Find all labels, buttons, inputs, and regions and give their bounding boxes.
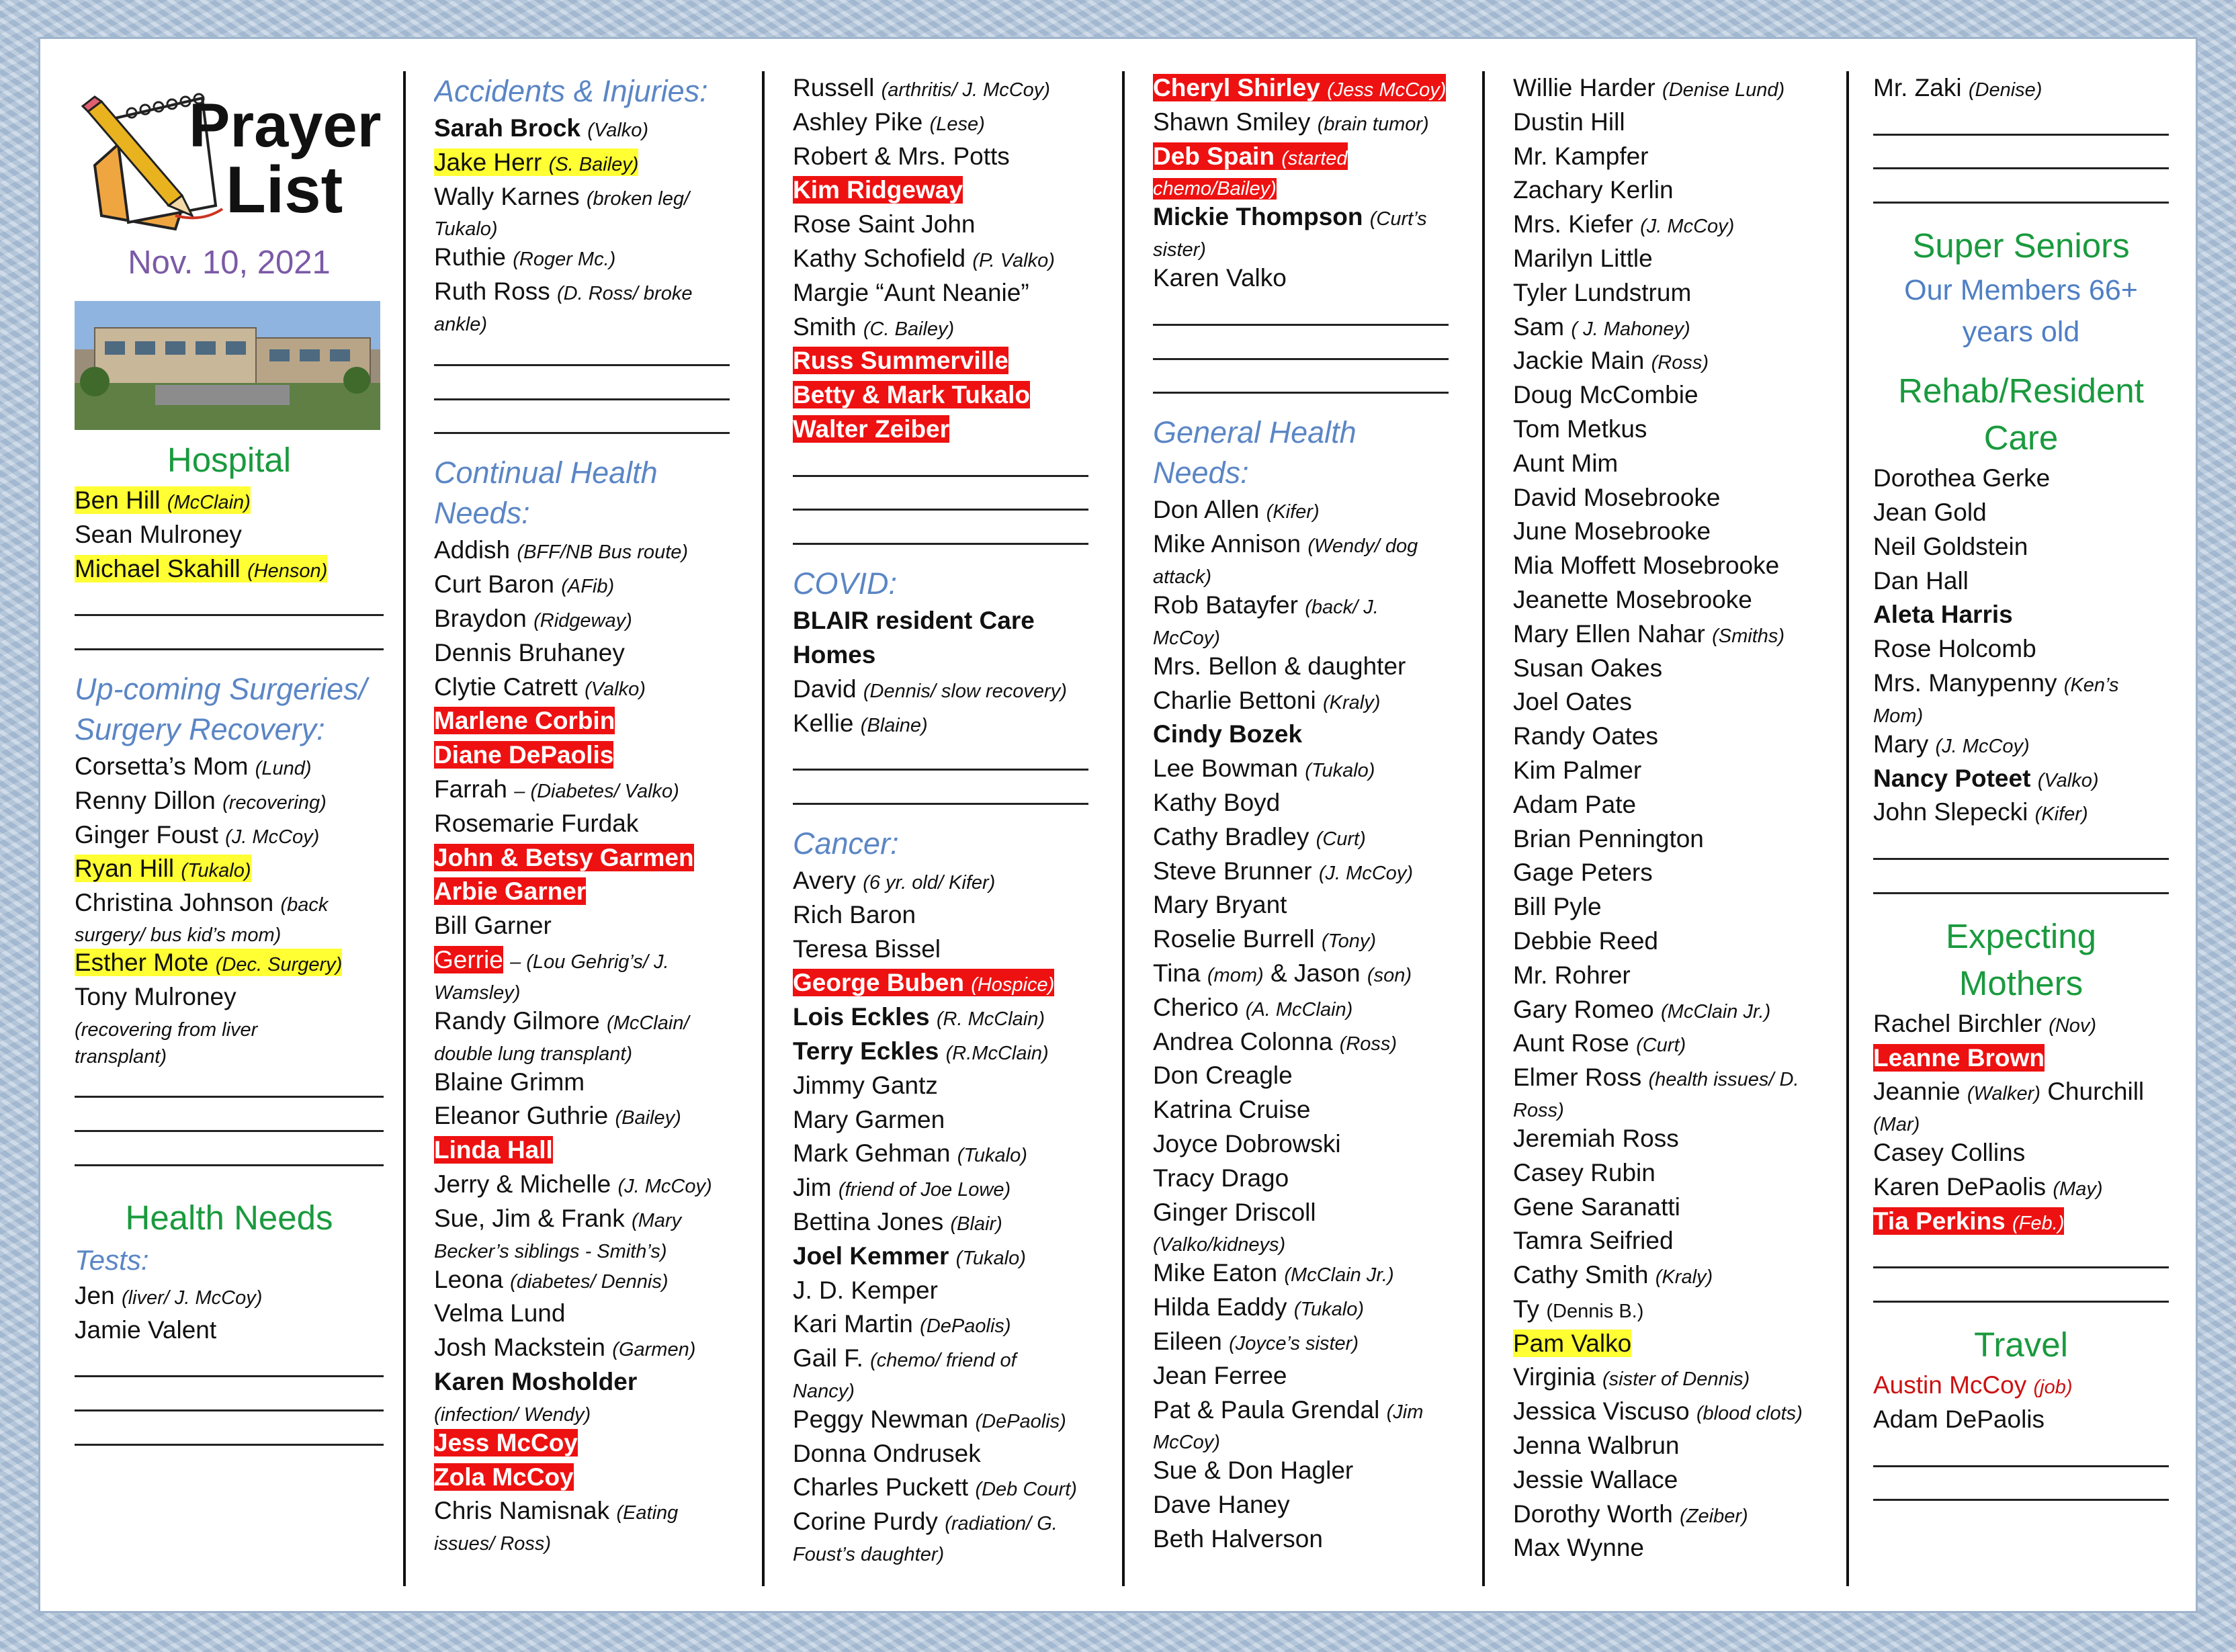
list-item: Joel Oates: [1513, 688, 1632, 716]
list-item: Rose Holcomb: [1873, 635, 2036, 663]
list-item: Sean Mulroney: [75, 520, 242, 548]
logo-word-list: List: [226, 153, 343, 226]
list-item: Mrs. Bellon & daughter: [1153, 652, 1406, 680]
list-item: Margie “Aunt Neanie”: [793, 278, 1029, 306]
list-item: Shawn Smiley (brain tumor): [1153, 107, 1429, 136]
list-item: Arbie Garner: [434, 877, 587, 906]
list-item: Michael Skahill (Henson): [75, 554, 328, 582]
list-item: George Buben (Hospice): [793, 969, 1055, 997]
list-item: Teresa Bissel: [793, 934, 941, 963]
list-item: Mary Garmen: [793, 1105, 945, 1133]
list-item: Ginger Driscoll: [1153, 1198, 1316, 1226]
list-item-note: Wamsley): [434, 982, 521, 1004]
list-item: Don Allen (Kifer): [1153, 496, 1320, 524]
column-1: [75, 71, 384, 1586]
blank-line: [434, 336, 730, 370]
blank-line: [1873, 830, 2169, 864]
blank-line: [1153, 296, 1449, 330]
list-item: John Slepecki (Kifer): [1873, 798, 2088, 826]
list-item: Aleta Harris: [1873, 601, 2013, 629]
list-item: Beth Halverson: [1153, 1524, 1323, 1553]
accidents-heading: Accidents & Injuries:: [434, 74, 708, 108]
list-item: Marilyn Little: [1513, 244, 1653, 272]
list-item: Mary Ellen Nahar (Smiths): [1513, 619, 1785, 648]
list-item: Cindy Bozek: [1153, 720, 1303, 748]
list-item: Debbie Reed: [1513, 926, 1658, 955]
list-item: Jamie Valent: [75, 1315, 217, 1344]
list-item: Terry Eckles (R.McClain): [793, 1037, 1049, 1065]
blank-line: [434, 370, 730, 404]
column-divider: [1122, 71, 1125, 1586]
list-item: Chris Namisnak (Eating: [434, 1497, 679, 1525]
list-item: Casey Rubin: [1513, 1158, 1656, 1186]
list-item: Randy Oates: [1513, 722, 1658, 750]
general-health-heading: General Health Needs:: [1153, 415, 1357, 490]
blank-line: [1873, 1239, 2169, 1273]
list-item: Charles Puckett (Deb Court): [793, 1473, 1077, 1502]
blank-line: [1873, 864, 2169, 898]
column-divider: [403, 71, 406, 1586]
list-item: Cheryl Shirley (Jess McCoy): [1153, 74, 1447, 101]
list-item-note: chemo/Bailey): [1153, 178, 1277, 200]
list-item: Jerry & Michelle (J. McCoy): [434, 1170, 712, 1198]
health-needs-heading: Health Needs: [125, 1198, 333, 1237]
list-item: Sue, Jim & Frank (Mary: [434, 1204, 682, 1232]
list-item: June Mosebrooke: [1513, 517, 1711, 546]
list-item: Deb Spain (started: [1153, 142, 1348, 170]
list-item: Addish (BFF/NB Bus route): [434, 536, 689, 564]
list-item: Avery (6 yr. old/ Kifer): [793, 866, 996, 894]
list-item: Aunt Mim: [1513, 449, 1619, 477]
surgeries-heading: Up-coming Surgeries/ Surgery Recovery:: [75, 671, 368, 746]
list-item: Steve Brunner (J. McCoy): [1153, 857, 1413, 885]
blank-line: [75, 1348, 384, 1382]
list-item: Zachary Kerlin: [1513, 176, 1674, 204]
blank-line: [75, 1416, 384, 1450]
blank-line: [1873, 1471, 2169, 1506]
list-item-note: surgery/ bus kid’s mom): [75, 924, 282, 946]
prayer-list-sheet: [40, 39, 2196, 1611]
list-item: Marlene Corbin: [434, 707, 615, 735]
list-item: Nancy Poteet (Valko): [1873, 764, 2099, 792]
column-2: [434, 71, 730, 1586]
list-item: Joel Kemmer (Tukalo): [793, 1242, 1026, 1270]
list-item: Tia Perkins (Feb.): [1873, 1207, 2065, 1235]
list-item: Jessie Wallace: [1513, 1465, 1678, 1493]
list-item: Tyler Lundstrum: [1513, 278, 1692, 306]
list-item: Farrah – (Diabetes/ Valko): [434, 775, 679, 803]
list-item: Susan Oakes: [1513, 654, 1663, 682]
list-item: Blaine Grimm: [434, 1068, 585, 1096]
list-item: Tamra Seifried: [1513, 1227, 1674, 1255]
blank-line: [434, 404, 730, 439]
list-item-note: (infection/ Wendy): [434, 1403, 591, 1426]
list-item: Dennis Bruhaney: [434, 638, 625, 666]
list-item: Bill Pyle: [1513, 893, 1602, 921]
list-item: Dave Haney: [1153, 1491, 1290, 1519]
list-item: Rose Saint John: [793, 210, 976, 238]
hospital-heading: Hospital: [167, 441, 292, 479]
list-item: Lee Bowman (Tukalo): [1153, 754, 1375, 783]
blank-line: [793, 740, 1088, 775]
list-item: Mrs. Manypenny (Ken’s: [1873, 668, 2119, 697]
column-4: [1153, 71, 1449, 1586]
list-item: Leanne Brown: [1873, 1043, 2045, 1072]
list-item: Mary Bryant: [1153, 891, 1287, 919]
list-item-note: Ross): [1513, 1099, 1564, 1121]
list-item: Smith (C. Bailey): [793, 312, 955, 341]
column-divider: [762, 71, 765, 1586]
list-item: Doug McCombie: [1513, 381, 1698, 409]
blank-line: [793, 481, 1088, 515]
list-item: Mr. Rohrer: [1513, 961, 1631, 989]
blank-line: [1873, 173, 2169, 208]
continual-health-heading: Continual Health Needs:: [434, 455, 658, 531]
list-item-note: (Valko/kidneys): [1153, 1234, 1286, 1256]
blank-line: [793, 775, 1088, 809]
list-item: Corsetta’s Mom (Lund): [75, 752, 312, 780]
list-item: Russell (arthritis/ J. McCoy): [793, 74, 1050, 101]
blank-line: [1873, 1437, 2169, 1471]
list-item: Andrea Colonna (Ross): [1153, 1027, 1398, 1055]
list-item: Mickie Thompson (Curt’s: [1153, 203, 1427, 231]
list-item: Jess McCoy: [434, 1428, 578, 1457]
cancer-heading: Cancer:: [793, 826, 899, 861]
blank-line: [75, 620, 384, 654]
list-item: Gene Saranatti: [1513, 1192, 1680, 1221]
list-item: Don Creagle: [1153, 1061, 1293, 1090]
travel-heading: Travel: [1974, 1325, 2068, 1364]
list-item: Mike Eaton (McClain Jr.): [1153, 1259, 1394, 1287]
list-item-note: McCoy): [1153, 627, 1220, 649]
list-item: Russ Summerville: [793, 347, 1008, 375]
list-item: Gail F. (chemo/ friend of: [793, 1344, 1017, 1373]
notepad-pencil-icon: [75, 71, 384, 239]
list-item: Karen Valko: [1153, 264, 1287, 292]
list-item-note: (Mar): [1873, 1114, 1920, 1136]
list-item: Christina Johnson (back: [75, 889, 329, 917]
super-seniors-subtitle: years old: [1962, 316, 2080, 349]
list-item: Corine Purdy (radiation/ G.: [793, 1508, 1058, 1536]
list-item: Aunt Rose (Curt): [1513, 1029, 1686, 1057]
list-item: Jen (liver/ J. McCoy): [75, 1281, 263, 1309]
list-item: Wally Karnes (broken leg/: [434, 182, 690, 210]
list-item-note: attack): [1153, 566, 1212, 588]
list-item: Ashley Pike (Lese): [793, 107, 985, 136]
list-item: David Mosebrooke: [1513, 483, 1721, 511]
list-item: Esther Mote (Dec. Surgery): [75, 948, 343, 976]
list-item: Donna Ondrusek: [793, 1439, 981, 1467]
list-item: Homes: [793, 640, 876, 668]
list-item-note: Nancy): [793, 1380, 855, 1402]
list-item: Jean Gold: [1873, 498, 1987, 526]
list-item: Renny Dillon (recovering): [75, 786, 327, 814]
list-item: Dorothea Gerke: [1873, 464, 2051, 492]
list-item: Karen DePaolis (May): [1873, 1172, 2103, 1201]
list-item: Kathy Schofield (P. Valko): [793, 244, 1055, 272]
list-item: Ruth Ross (D. Ross/ broke: [434, 277, 693, 306]
list-item: Mark Gehman (Tukalo): [793, 1139, 1027, 1168]
blank-line: [75, 1102, 384, 1136]
list-item: Virginia (sister of Dennis): [1513, 1363, 1750, 1391]
list-item: Zola McCoy: [434, 1463, 574, 1491]
list-item: Joyce Dobrowski: [1153, 1129, 1341, 1158]
list-item: Casey Collins: [1873, 1139, 2026, 1167]
list-item: Jean Ferree: [1153, 1361, 1287, 1389]
list-item: Cathy Smith (Kraly): [1513, 1261, 1713, 1289]
blank-line: [75, 1136, 384, 1170]
list-item: David (Dennis/ slow recovery): [793, 675, 1067, 703]
list-item: Tom Metkus: [1513, 415, 1647, 443]
list-item: Eleanor Guthrie (Bailey): [434, 1102, 681, 1130]
blank-line: [1153, 364, 1449, 398]
list-item: Ben Hill (McClain): [75, 486, 251, 514]
list-item: Eileen (Joyce’s sister): [1153, 1327, 1359, 1355]
list-item: John & Betsy Garmen: [434, 843, 694, 871]
list-item-note: Becker’s siblings - Smith’s): [434, 1240, 667, 1262]
list-item: Dustin Hill: [1513, 107, 1625, 136]
list-item: Jessica Viscuso (blood clots): [1513, 1397, 1803, 1426]
list-item: Pam Valko: [1513, 1329, 1632, 1357]
blank-line: [75, 586, 384, 620]
list-item: Kari Martin (DePaolis): [793, 1310, 1011, 1338]
list-item: Elmer Ross (health issues/ D.: [1513, 1063, 1799, 1092]
blank-line: [75, 1381, 384, 1416]
list-item: Mike Annison (Wendy/ dog: [1153, 530, 1418, 558]
blank-line: [1873, 1272, 2169, 1307]
list-item: Cathy Bradley (Curt): [1153, 822, 1366, 851]
list-item: Sarah Brock (Valko): [434, 114, 649, 142]
list-item-note: transplant): [75, 1045, 167, 1068]
hospital-building-photo: [75, 301, 380, 430]
blank-line: [1873, 140, 2169, 174]
list-item: Brian Pennington: [1513, 824, 1704, 853]
list-item: Jake Herr (S. Bailey): [434, 148, 639, 176]
list-item: Velma Lund: [434, 1299, 566, 1328]
list-item: Kellie (Blaine): [793, 709, 928, 737]
covid-heading: COVID:: [793, 566, 898, 601]
logo-word-prayer: Prayer: [189, 91, 382, 160]
expecting-mothers-heading: Expecting Mothers: [1946, 916, 2096, 1002]
list-item-note: double lung transplant): [434, 1043, 633, 1065]
list-item: Sue & Don Hagler: [1153, 1457, 1354, 1485]
list-item: Diane DePaolis: [434, 741, 614, 769]
list-item: Gary Romeo (McClain Jr.): [1513, 995, 1771, 1023]
list-item: Dorothy Worth (Zeiber): [1513, 1499, 1748, 1528]
list-item: Bill Garner: [434, 912, 552, 940]
list-item: Adam DePaolis: [1873, 1405, 2045, 1433]
list-item: Ruthie (Roger Mc.): [434, 243, 616, 271]
list-item: Pat & Paula Grendal (Jim: [1153, 1395, 1424, 1424]
list-item: Lois Eckles (R. McClain): [793, 1003, 1045, 1031]
list-item: Mary (J. McCoy): [1873, 730, 2030, 758]
list-item-note: sister): [1153, 239, 1206, 261]
list-item: Mr. Zaki (Denise): [1873, 74, 2042, 101]
super-seniors-heading: Super Seniors: [1912, 226, 2130, 265]
list-item-note: Tukalo): [434, 218, 498, 241]
list-item: Rob Batayfer (back/ J.: [1153, 591, 1379, 619]
list-item-note: issues/ Ross): [434, 1533, 552, 1555]
list-item: Sam ( J. Mahoney): [1513, 312, 1690, 341]
list-item-note: McCoy): [1153, 1432, 1220, 1454]
list-item: Peggy Newman (DePaolis): [793, 1405, 1066, 1433]
list-item: Austin McCoy (job): [1873, 1371, 2073, 1399]
list-item: Walter Zeiber: [793, 415, 950, 443]
list-item-note: Mom): [1873, 705, 1924, 727]
list-item-note: ankle): [434, 313, 487, 335]
blank-line: [1153, 330, 1449, 364]
blank-line: [793, 447, 1088, 481]
column-3: [793, 71, 1088, 1586]
list-item: BLAIR resident Care: [793, 607, 1035, 635]
list-item: Jimmy Gantz: [793, 1071, 938, 1099]
rehab-heading: Rehab/Resident Care: [1898, 372, 2144, 458]
list-item: Jeanette Mosebrooke: [1513, 585, 1752, 613]
list-item: Mia Moffett Mosebrooke: [1513, 552, 1780, 580]
list-item: Tracy Drago: [1153, 1164, 1289, 1192]
list-item: Josh Mackstein (Garmen): [434, 1334, 696, 1362]
list-item: Willie Harder (Denise Lund): [1513, 74, 1785, 101]
column-5: [1513, 71, 1815, 1586]
list-item: Hilda Eaddy (Tukalo): [1153, 1293, 1365, 1321]
list-item: Betty & Mark Tukalo: [793, 381, 1030, 409]
list-item: Linda Hall: [434, 1136, 553, 1164]
list-item: Rosemarie Furdak: [434, 809, 639, 837]
column-6: [1873, 71, 2169, 1586]
list-item: Mr. Kampfer: [1513, 142, 1649, 170]
list-item: Dan Hall: [1873, 566, 1969, 595]
prayer-list-logo: [75, 71, 384, 239]
list-item: Cherico (A. McClain): [1153, 993, 1353, 1021]
blank-line: [1873, 105, 2169, 140]
list-item: Kim Palmer: [1513, 756, 1642, 784]
list-item: Ginger Foust (J. McCoy): [75, 820, 320, 849]
list-item: Karen Mosholder: [434, 1367, 638, 1395]
column-divider: [1482, 71, 1485, 1586]
list-item: Jenna Walbrun: [1513, 1432, 1680, 1460]
list-item: Jackie Main (Ross): [1513, 347, 1709, 375]
blank-line: [75, 1068, 384, 1102]
blank-line: [793, 515, 1088, 549]
list-item: Neil Goldstein: [1873, 532, 2028, 560]
list-item: Kim Ridgeway: [793, 176, 963, 204]
list-item-note: Foust’s daughter): [793, 1544, 945, 1566]
list-item: J. D. Kemper: [793, 1276, 938, 1304]
list-item: Charlie Bettoni (Kraly): [1153, 686, 1381, 714]
list-item: Jim (friend of Joe Lowe): [793, 1174, 1011, 1202]
tests-subheading: Tests:: [75, 1244, 149, 1276]
list-item: Katrina Cruise: [1153, 1096, 1311, 1124]
list-item: Mrs. Kiefer (J. McCoy): [1513, 210, 1735, 238]
list-item: Randy Gilmore (McClain/: [434, 1006, 689, 1035]
list-item: Gerrie – (Lou Gehrig’s/ J.: [434, 945, 669, 973]
list-item: Tina (mom) & Jason (son): [1153, 959, 1412, 987]
list-item-note: (recovering from liver: [75, 1018, 258, 1041]
list-item: Bettina Jones (Blair): [793, 1207, 1002, 1235]
list-item: Kathy Boyd: [1153, 788, 1281, 816]
list-item: Ryan Hill (Tukalo): [75, 855, 251, 883]
list-date: Nov. 10, 2021: [128, 245, 331, 281]
column-divider: [1846, 71, 1849, 1586]
list-item: Tony Mulroney: [75, 982, 236, 1010]
list-item: Max Wynne: [1513, 1534, 1645, 1562]
list-item: Rich Baron: [793, 900, 916, 928]
super-seniors-subtitle: Our Members 66+: [1904, 274, 2138, 307]
list-item: Adam Pate: [1513, 790, 1637, 818]
list-item: Roselie Burrell (Tony): [1153, 925, 1376, 953]
list-item: Clytie Catrett (Valko): [434, 672, 646, 701]
list-item: Curt Baron (AFib): [434, 570, 615, 599]
list-item: Jeannie (Walker) Churchill: [1873, 1078, 2145, 1106]
list-item: Leona (diabetes/ Dennis): [434, 1265, 669, 1293]
list-item: Jeremiah Ross: [1513, 1124, 1679, 1152]
list-item: Gage Peters: [1513, 859, 1653, 887]
list-item: Ty (Dennis B.): [1513, 1295, 1644, 1323]
list-item: Rachel Birchler (Nov): [1873, 1009, 2097, 1037]
list-item: Braydon (Ridgeway): [434, 604, 632, 632]
list-item: Robert & Mrs. Potts: [793, 142, 1010, 170]
